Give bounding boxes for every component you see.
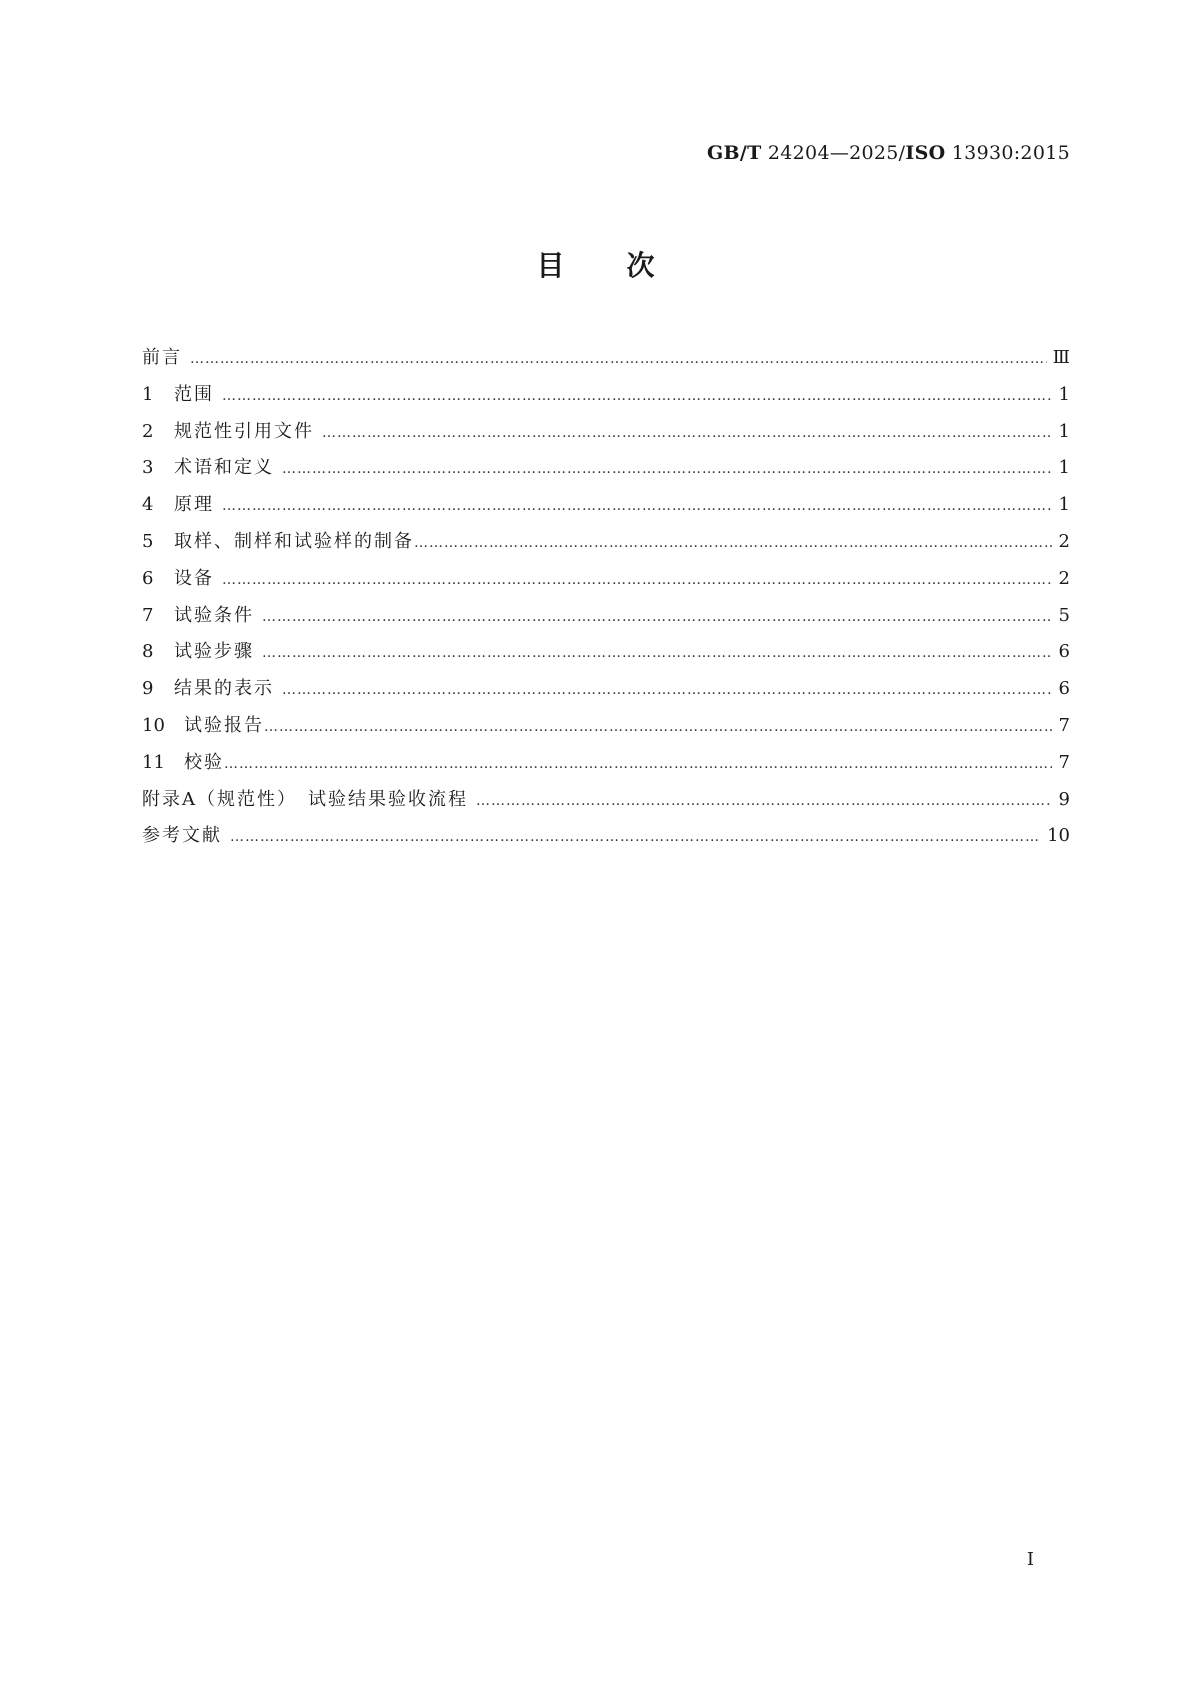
toc-label: 取样、制样和试验样的制备 — [174, 530, 414, 552]
toc-leader — [264, 709, 1052, 746]
toc-label: 设备 — [174, 567, 214, 589]
toc-page: Ⅲ — [1052, 347, 1070, 368]
toc-label: 术语和定义 — [174, 457, 274, 479]
toc-label: 原理 — [174, 494, 214, 516]
toc-leader — [222, 488, 1052, 525]
toc-entry-1[interactable] — [142, 377, 1070, 414]
toc-leader — [282, 451, 1052, 488]
toc-page: 2 — [1058, 567, 1070, 589]
toc-leader — [322, 415, 1052, 452]
iso-prefix: ISO — [905, 142, 946, 164]
toc-page: 5 — [1058, 604, 1070, 626]
toc-entry-3[interactable] — [142, 450, 1070, 487]
toc-leader — [224, 746, 1052, 783]
toc-number: 4 — [142, 494, 154, 516]
toc-number: 7 — [142, 604, 154, 626]
table-of-contents — [142, 340, 1070, 855]
toc-number: 10 — [142, 714, 165, 736]
toc-entry-9[interactable] — [142, 671, 1070, 708]
toc-number: 9 — [142, 678, 154, 700]
toc-leader — [282, 672, 1052, 709]
toc-entry-7[interactable] — [142, 598, 1070, 635]
toc-page: 2 — [1058, 530, 1070, 552]
toc-leader — [262, 635, 1052, 672]
toc-page: 10 — [1047, 825, 1070, 847]
page-number: I — [1026, 1549, 1034, 1570]
toc-entry-foreword[interactable] — [142, 340, 1070, 377]
toc-label: 前言 — [142, 347, 182, 368]
toc-entry-6[interactable] — [142, 561, 1070, 598]
toc-leader — [476, 783, 1052, 820]
standard-code-number: 24204—2025/ — [761, 142, 906, 164]
toc-label: 参考文献 — [142, 825, 222, 847]
iso-code-number: 13930:2015 — [945, 142, 1070, 164]
page-title-char-1: 目 — [536, 249, 565, 282]
toc-leader — [230, 819, 1041, 856]
standard-code — [707, 142, 1070, 164]
toc-number: 8 — [142, 641, 154, 663]
toc-entry-annex-a[interactable] — [142, 782, 1070, 819]
toc-page: 1 — [1058, 457, 1070, 479]
toc-page: 1 — [1058, 383, 1070, 405]
toc-entry-bibliography[interactable] — [142, 818, 1070, 855]
toc-leader — [262, 599, 1052, 636]
toc-number: 1 — [142, 383, 154, 405]
toc-label: 试验报告 — [184, 714, 264, 736]
toc-label: 规范性引用文件 — [174, 420, 314, 442]
toc-number: 5 — [142, 530, 154, 552]
toc-number: 2 — [142, 420, 154, 442]
toc-page: 1 — [1058, 420, 1070, 442]
toc-entry-11[interactable] — [142, 745, 1070, 782]
toc-page: 7 — [1058, 714, 1070, 736]
page-title — [0, 244, 1191, 284]
toc-number: 6 — [142, 567, 154, 589]
toc-leader — [222, 378, 1052, 415]
toc-entry-10[interactable] — [142, 708, 1070, 745]
toc-page: 6 — [1058, 641, 1070, 663]
toc-page: 6 — [1058, 678, 1070, 700]
toc-label: 试验步骤 — [174, 641, 254, 663]
standard-code-prefix: GB/T — [706, 142, 762, 164]
toc-leader — [414, 525, 1052, 562]
toc-entry-4[interactable] — [142, 487, 1070, 524]
toc-number: 3 — [142, 457, 154, 479]
toc-number: 11 — [142, 751, 165, 773]
toc-page: 1 — [1058, 494, 1070, 516]
toc-leader — [190, 341, 1047, 378]
toc-label: 试验条件 — [174, 604, 254, 626]
toc-entry-8[interactable] — [142, 634, 1070, 671]
toc-label: 校验 — [184, 751, 224, 773]
toc-page: 7 — [1058, 751, 1070, 773]
toc-entry-2[interactable] — [142, 414, 1070, 451]
page-title-char-2: 次 — [626, 249, 655, 282]
toc-leader — [222, 562, 1052, 599]
toc-label: 范围 — [174, 383, 214, 405]
toc-entry-5[interactable] — [142, 524, 1070, 561]
toc-page: 9 — [1058, 788, 1070, 810]
toc-label: 结果的表示 — [174, 678, 274, 700]
toc-label: 附录A（规范性） 试验结果验收流程 — [142, 788, 468, 810]
